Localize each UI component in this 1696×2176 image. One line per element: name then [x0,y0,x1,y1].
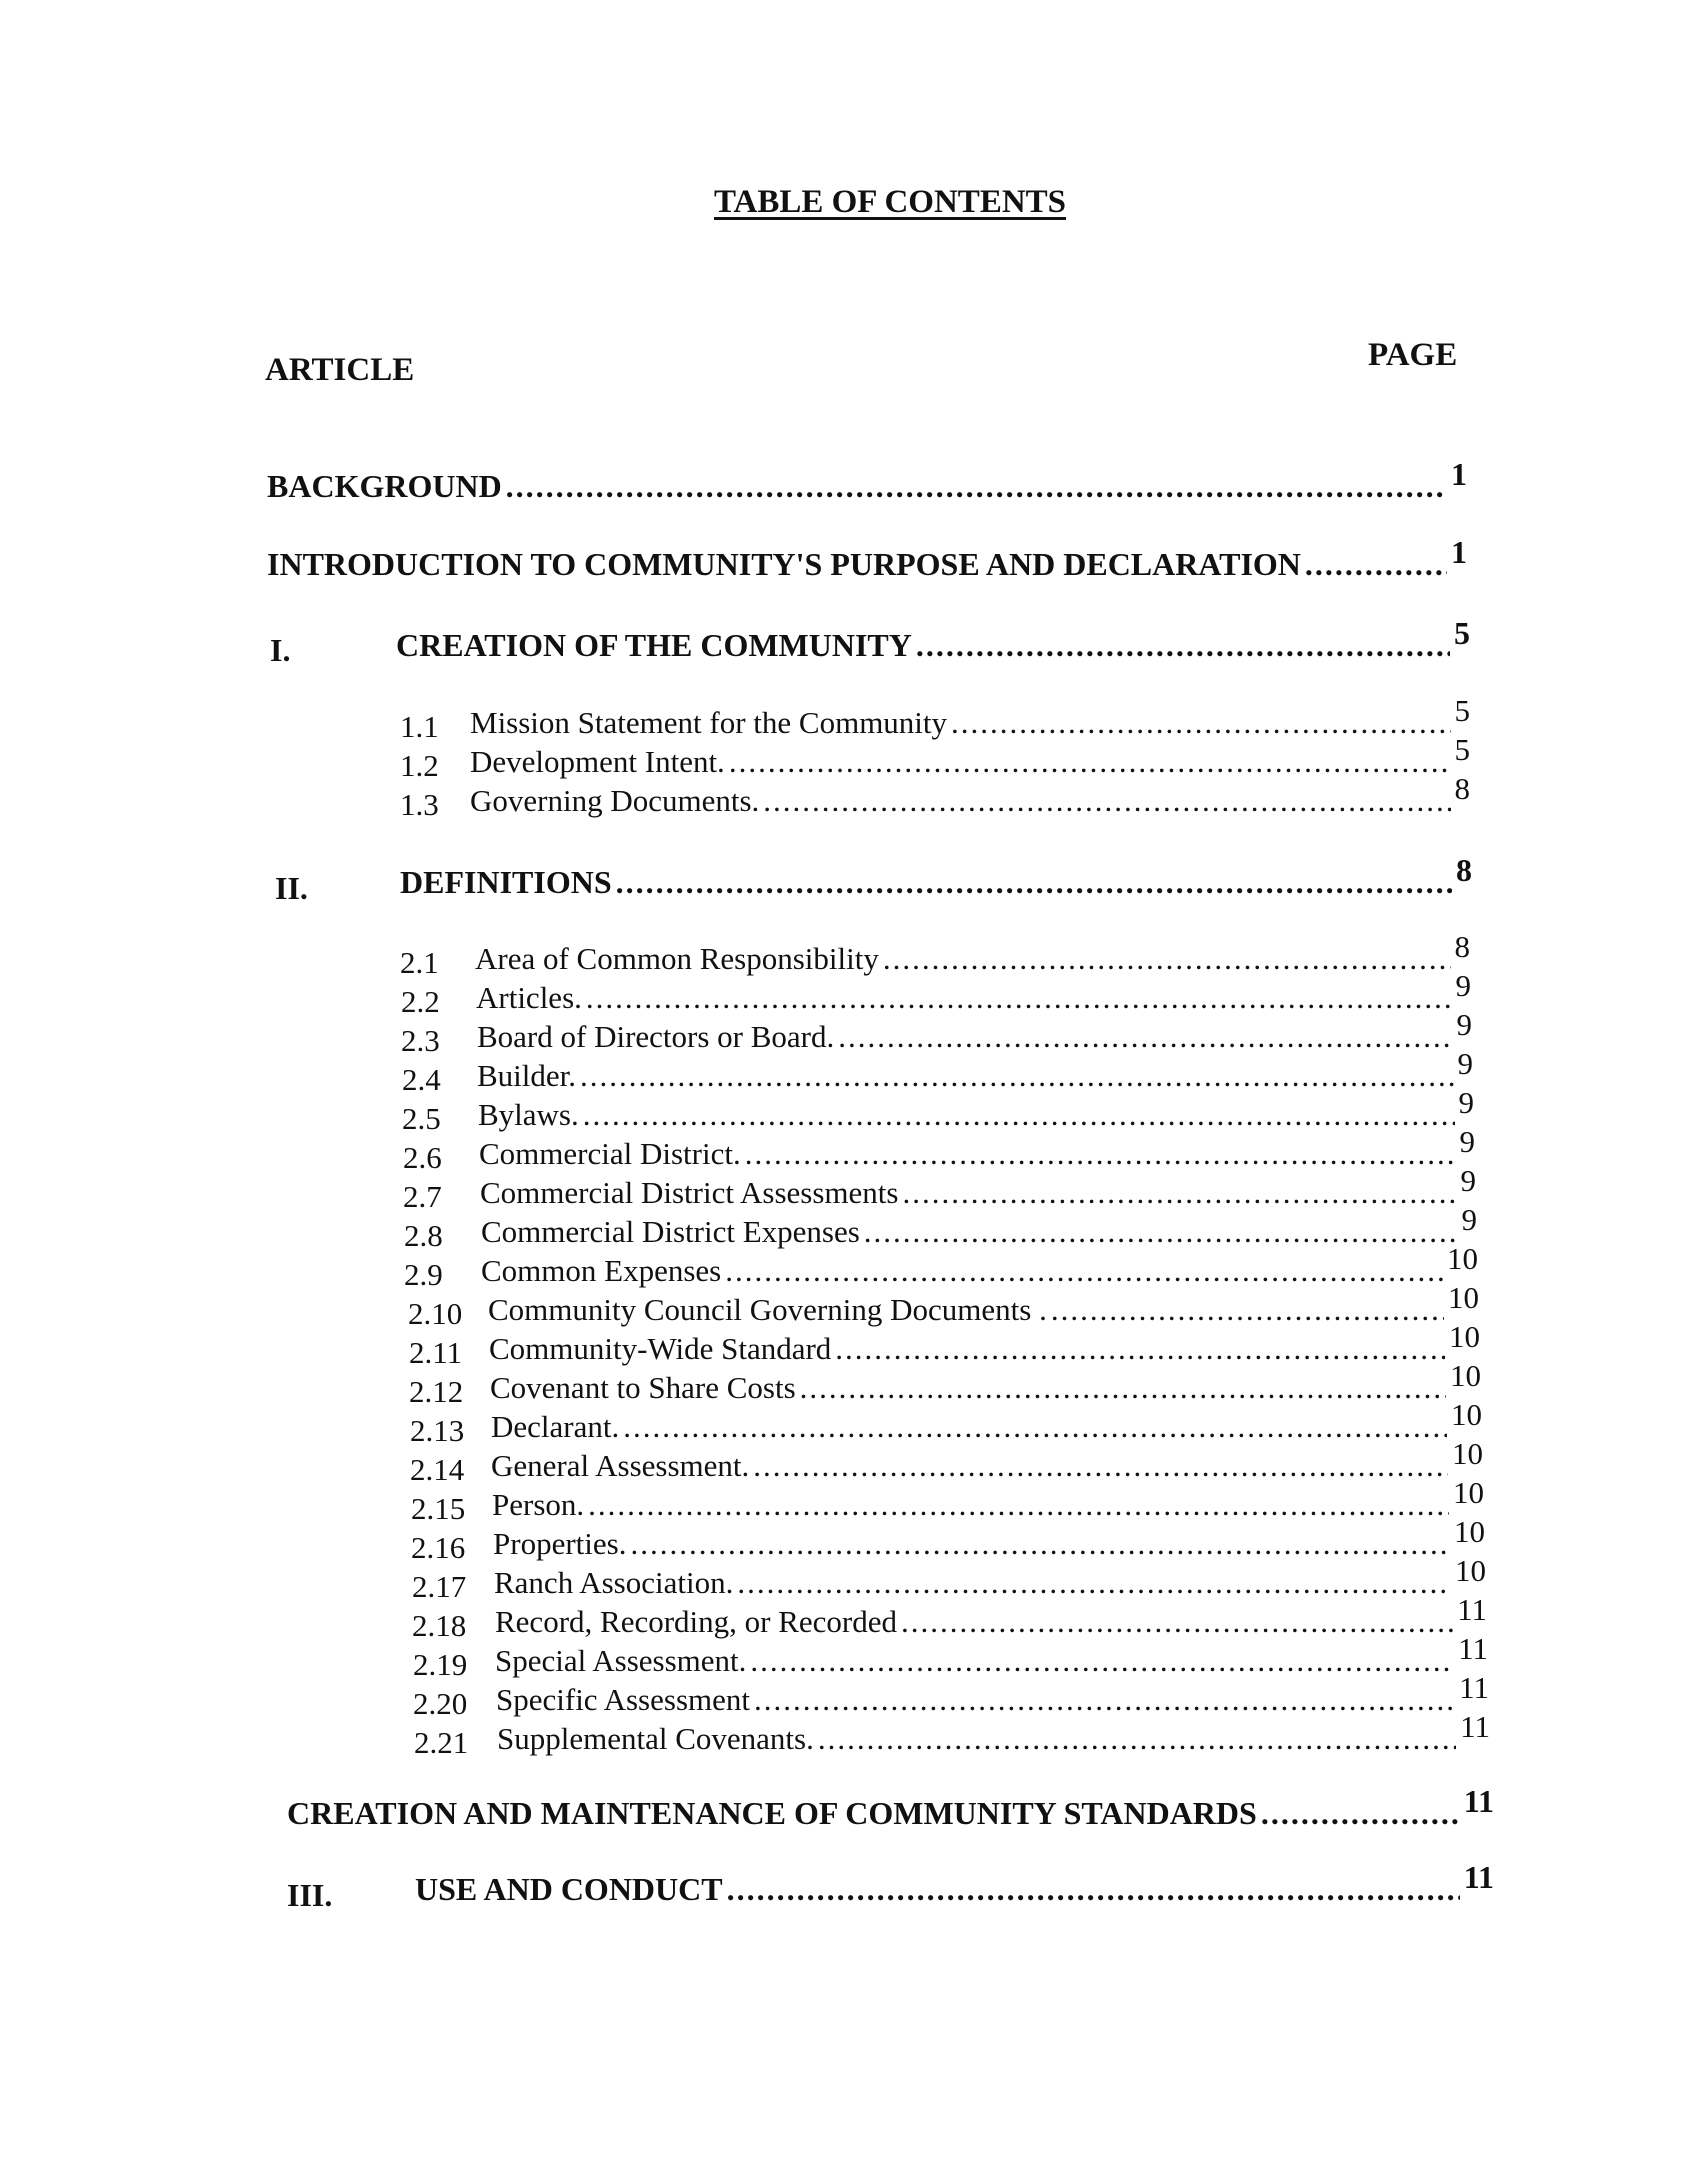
article-column-header: ARTICLE [265,352,415,388]
section-page: 8 [1454,771,1470,806]
section-number: 1.1 [400,709,439,744]
dot-leader [835,1331,1445,1367]
section-page: 5 [1454,732,1470,767]
dot-leader [864,1214,1458,1250]
dot-leader [623,1409,1447,1445]
section-page: 10 [1449,1319,1480,1354]
toc-entry-label: BACKGROUND [267,468,502,504]
dot-leader [580,1058,1453,1094]
section-label: Area of Common Responsibility [475,941,879,976]
section-number: 2.6 [403,1140,442,1175]
section-page: 9 [1459,1124,1475,1159]
dot-leader [588,1487,1449,1523]
toc-entry-background [267,456,1467,505]
toc-entry-label: CREATION AND MAINTENANCE OF COMMUNITY STANDARDS [287,1795,1257,1831]
toc-entry-label: DEFINITIONS [400,864,612,900]
section-label: Articles. [476,980,582,1015]
toc-section-entry [481,1202,1477,1250]
toc-entry-page: 1 [1451,456,1467,492]
toc-entry-page: 8 [1456,852,1472,888]
section-label: Common Expenses [481,1253,722,1288]
section-label: Commercial District Assessments [480,1175,899,1210]
toc-section-entry [477,1007,1472,1055]
dot-leader [883,941,1451,977]
section-label: Ranch Association. [494,1565,734,1600]
dot-leader [951,705,1450,741]
toc-entry-page: 11 [1463,1859,1494,1895]
section-label: Community Council Governing Documents . [488,1292,1047,1327]
toc-section-entry [491,1397,1482,1445]
toc-section-entry [479,1124,1475,1172]
toc-section-entry [490,1358,1481,1406]
section-page: 10 [1447,1241,1478,1276]
toc-section-entry [491,1436,1483,1484]
section-number: 1.2 [400,748,439,783]
toc-section-entry [495,1631,1488,1679]
toc-section-entry [496,1670,1489,1718]
section-label: Community-Wide Standard [489,1331,832,1366]
dot-leader [763,783,1450,819]
dot-leader [753,1448,1448,1484]
dot-leader [725,1253,1443,1289]
section-label: Special Assessment. [495,1643,747,1678]
section-number: 2.21 [414,1725,469,1760]
section-number: 2.9 [404,1257,443,1292]
dot-leader [737,1565,1451,1601]
toc-section-entry [470,771,1470,819]
section-label: Board of Directors or Board. [477,1019,835,1054]
section-number: 2.17 [412,1569,467,1604]
section-label: Record, Recording, or Recorded [495,1604,898,1639]
dot-leader [630,1526,1450,1562]
article-3-numeral: III. [287,1877,333,1913]
toc-section-entry [495,1592,1487,1640]
toc-entry-introduction [267,534,1467,583]
section-number: 2.14 [410,1452,465,1487]
toc-section-entry [492,1475,1484,1523]
section-page: 10 [1454,1514,1485,1549]
dot-leader [901,1604,1453,1640]
section-page: 9 [1460,1163,1476,1198]
article-1-numeral: I. [270,632,291,668]
section-page: 9 [1455,968,1471,1003]
toc-section-entry [497,1709,1490,1757]
toc-section-entry [476,968,1471,1016]
dot-leader [745,1136,1456,1172]
section-label: Builder. [477,1058,577,1093]
dot-leader [506,468,1447,505]
toc-section-entry [470,693,1470,741]
section-number: 2.1 [400,945,439,980]
section-page: 9 [1458,1085,1474,1120]
section-number: 2.7 [403,1179,442,1214]
dot-leader [586,980,1452,1016]
section-number: 2.5 [402,1101,441,1136]
toc-section-entry [494,1553,1486,1601]
dot-leader [729,744,1451,780]
section-label: Declarant. [491,1409,620,1444]
toc-section-entry [475,929,1470,977]
toc-entry-page: 1 [1451,534,1467,570]
toc-entry-article-3 [415,1859,1494,1908]
section-label: Person. [492,1487,585,1522]
section-label: Commercial District Expenses [481,1214,860,1249]
section-label: Development Intent. [470,744,725,779]
toc-section-entry [477,1046,1473,1094]
dot-leader [616,864,1452,901]
section-number: 2.2 [401,984,440,1019]
dot-leader [838,1019,1452,1055]
dot-leader [727,1871,1460,1908]
section-page: 10 [1448,1280,1479,1315]
toc-section-entry [481,1241,1478,1289]
section-page: 9 [1457,1046,1473,1081]
toc-entry-page: 11 [1463,1783,1494,1819]
section-page: 10 [1453,1475,1484,1510]
section-page: 10 [1450,1358,1481,1393]
section-number: 2.10 [408,1296,463,1331]
toc-entry-label: INTRODUCTION TO COMMUNITY'S PURPOSE AND DECLARATION [267,546,1301,582]
section-label: Mission Statement for the Community [470,705,948,740]
toc-section-entry [470,732,1470,780]
toc-section-entry [493,1514,1485,1562]
dot-leader [800,1370,1446,1406]
toc-section-entry [480,1163,1476,1211]
article-2-numeral: II. [275,870,308,906]
section-label: Commercial District. [479,1136,741,1171]
section-number: 1.3 [400,787,439,822]
section-page: 11 [1458,1631,1488,1666]
section-page: 10 [1451,1397,1482,1432]
toc-entry-article-1 [396,615,1470,664]
dot-leader [583,1097,1455,1133]
section-number: 2.19 [413,1647,468,1682]
dot-leader [916,627,1450,664]
section-page: 9 [1456,1007,1472,1042]
section-number: 2.15 [411,1491,466,1526]
toc-title: TABLE OF CONTENTS [713,184,1067,220]
section-label: Covenant to Share Costs [490,1370,796,1405]
dot-leader [754,1682,1455,1718]
section-page: 10 [1452,1436,1483,1471]
section-number: 2.4 [402,1062,441,1097]
toc-entry-creation-standards [287,1783,1494,1832]
dot-leader [1051,1292,1444,1328]
page-column-header: PAGE [1368,337,1458,373]
section-label: Specific Assessment [496,1682,750,1717]
dot-leader [750,1643,1454,1679]
dot-leader [902,1175,1456,1211]
section-label: General Assessment. [491,1448,750,1483]
section-page: 5 [1454,693,1470,728]
section-page: 11 [1457,1592,1487,1627]
section-number: 2.12 [409,1374,464,1409]
section-number: 2.8 [404,1218,443,1253]
section-number: 2.3 [401,1023,440,1058]
toc-entry-article-2 [400,852,1472,901]
section-label: Supplemental Covenants. [497,1721,814,1756]
section-page: 9 [1461,1202,1477,1237]
dot-leader [1305,546,1447,583]
toc-section-entry [489,1319,1480,1367]
toc-entry-page: 5 [1454,615,1470,651]
toc-entry-label: USE AND CONDUCT [415,1871,723,1907]
toc-section-entry [488,1280,1479,1328]
section-number: 2.16 [411,1530,466,1565]
section-number: 2.18 [412,1608,467,1643]
section-page: 10 [1455,1553,1486,1588]
section-number: 2.11 [409,1335,463,1370]
section-page: 11 [1459,1670,1489,1705]
toc-section-entry [478,1085,1474,1133]
section-number: 2.20 [413,1686,468,1721]
dot-leader [1261,1795,1460,1832]
section-label: Properties. [493,1526,627,1561]
section-label: Governing Documents. [470,783,760,818]
section-label: Bylaws. [478,1097,579,1132]
section-page: 11 [1460,1709,1490,1744]
section-number: 2.13 [410,1413,465,1448]
section-page: 8 [1454,929,1470,964]
dot-leader [818,1721,1456,1757]
toc-entry-label: CREATION OF THE COMMUNITY [396,627,912,663]
